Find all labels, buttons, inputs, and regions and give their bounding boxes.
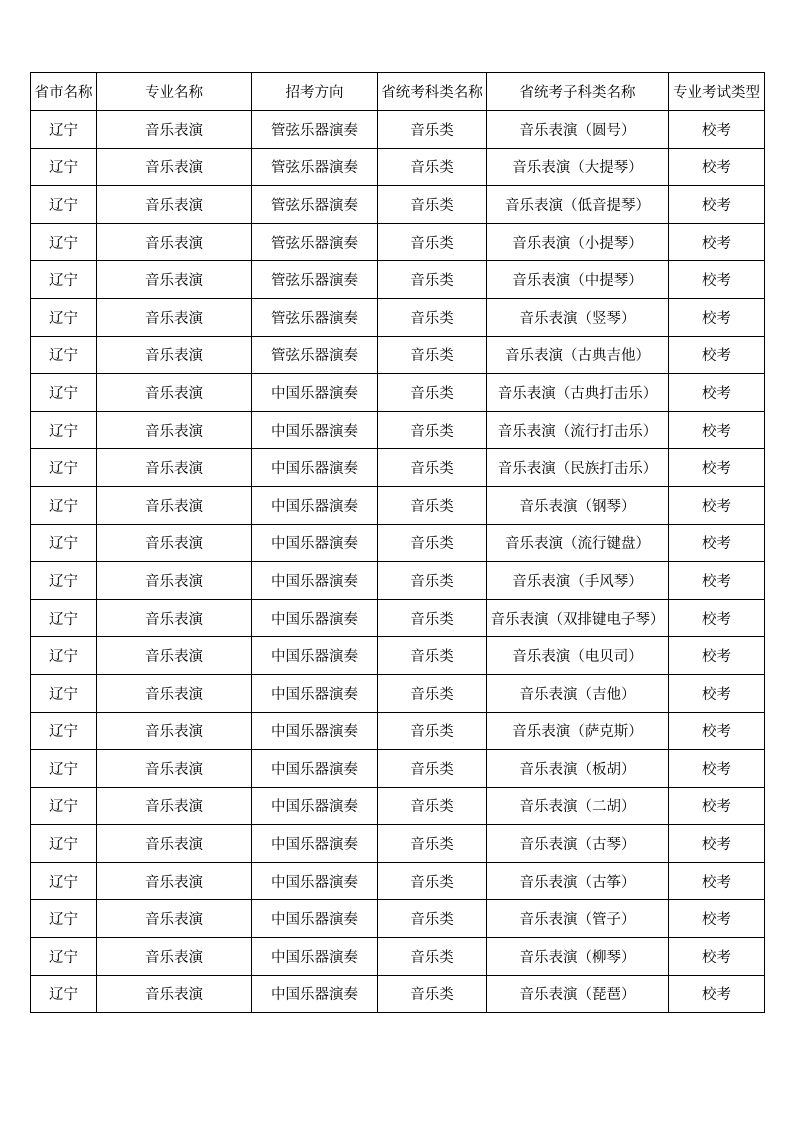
cell-direction: 中国乐器演奏 [252,900,378,938]
cell-exam-category: 音乐类 [378,862,487,900]
cell-province: 辽宁 [31,524,97,562]
cell-exam-category: 音乐类 [378,750,487,788]
cell-province: 辽宁 [31,637,97,675]
cell-major: 音乐表演 [97,374,252,412]
table-row [31,374,765,412]
cell-exam-category: 音乐类 [378,374,487,412]
cell-exam-category: 音乐类 [378,449,487,487]
cell-province: 辽宁 [31,374,97,412]
table-row [31,712,765,750]
cell-exam-category: 音乐类 [378,524,487,562]
cell-direction: 中国乐器演奏 [252,787,378,825]
header-direction: 招考方向 [252,73,378,111]
cell-exam-subcategory: 音乐表演（大提琴） [487,148,669,186]
cell-exam-type: 校考 [669,975,765,1013]
cell-exam-type: 校考 [669,825,765,863]
cell-exam-category: 音乐类 [378,938,487,976]
cell-province: 辽宁 [31,787,97,825]
cell-exam-subcategory: 音乐表演（二胡） [487,787,669,825]
cell-exam-type: 校考 [669,111,765,149]
cell-exam-subcategory: 音乐表演（小提琴） [487,223,669,261]
header-major: 专业名称 [97,73,252,111]
cell-exam-type: 校考 [669,261,765,299]
cell-major: 音乐表演 [97,938,252,976]
cell-exam-subcategory: 音乐表演（古琴） [487,825,669,863]
cell-exam-type: 校考 [669,148,765,186]
header-province: 省市名称 [31,73,97,111]
cell-exam-subcategory: 音乐表演（柳琴） [487,938,669,976]
cell-province: 辽宁 [31,411,97,449]
admissions-table [30,72,765,1013]
cell-exam-subcategory: 音乐表演（流行打击乐） [487,411,669,449]
table-row [31,562,765,600]
cell-major: 音乐表演 [97,900,252,938]
cell-direction: 中国乐器演奏 [252,712,378,750]
cell-major: 音乐表演 [97,411,252,449]
cell-direction: 管弦乐器演奏 [252,111,378,149]
table-row [31,750,765,788]
cell-exam-subcategory: 音乐表演（电贝司） [487,637,669,675]
table-row [31,336,765,374]
cell-major: 音乐表演 [97,298,252,336]
cell-direction: 管弦乐器演奏 [252,223,378,261]
cell-exam-category: 音乐类 [378,111,487,149]
cell-exam-type: 校考 [669,374,765,412]
cell-major: 音乐表演 [97,186,252,224]
cell-province: 辽宁 [31,825,97,863]
cell-exam-category: 音乐类 [378,900,487,938]
cell-province: 辽宁 [31,712,97,750]
cell-major: 音乐表演 [97,712,252,750]
cell-direction: 管弦乐器演奏 [252,298,378,336]
cell-exam-type: 校考 [669,599,765,637]
cell-exam-type: 校考 [669,186,765,224]
cell-exam-category: 音乐类 [378,411,487,449]
cell-exam-subcategory: 音乐表演（萨克斯） [487,712,669,750]
cell-exam-type: 校考 [669,562,765,600]
cell-major: 音乐表演 [97,674,252,712]
cell-province: 辽宁 [31,486,97,524]
cell-province: 辽宁 [31,900,97,938]
admissions-table-container [30,72,764,1013]
cell-exam-category: 音乐类 [378,637,487,675]
cell-major: 音乐表演 [97,637,252,675]
cell-major: 音乐表演 [97,449,252,487]
cell-province: 辽宁 [31,111,97,149]
cell-direction: 中国乐器演奏 [252,524,378,562]
cell-province: 辽宁 [31,449,97,487]
cell-exam-type: 校考 [669,223,765,261]
cell-province: 辽宁 [31,599,97,637]
table-row [31,298,765,336]
cell-exam-subcategory: 音乐表演（手风琴） [487,562,669,600]
cell-exam-category: 音乐类 [378,148,487,186]
cell-major: 音乐表演 [97,261,252,299]
cell-exam-category: 音乐类 [378,674,487,712]
cell-exam-subcategory: 音乐表演（圆号） [487,111,669,149]
table-row [31,637,765,675]
cell-exam-type: 校考 [669,900,765,938]
cell-direction: 管弦乐器演奏 [252,261,378,299]
header-row [31,73,765,111]
cell-exam-type: 校考 [669,862,765,900]
header-exam-subcategory: 省统考子科类名称 [487,73,669,111]
cell-province: 辽宁 [31,298,97,336]
cell-direction: 中国乐器演奏 [252,637,378,675]
cell-exam-type: 校考 [669,336,765,374]
cell-exam-type: 校考 [669,787,765,825]
table-row [31,862,765,900]
cell-exam-subcategory: 音乐表演（古典吉他） [487,336,669,374]
cell-direction: 管弦乐器演奏 [252,186,378,224]
cell-exam-subcategory: 音乐表演（民族打击乐） [487,449,669,487]
table-row [31,674,765,712]
cell-major: 音乐表演 [97,111,252,149]
cell-exam-subcategory: 音乐表演（流行键盘） [487,524,669,562]
table-row [31,411,765,449]
cell-direction: 中国乐器演奏 [252,975,378,1013]
cell-province: 辽宁 [31,223,97,261]
cell-exam-subcategory: 音乐表演（琵琶） [487,975,669,1013]
cell-direction: 中国乐器演奏 [252,411,378,449]
cell-exam-type: 校考 [669,524,765,562]
cell-exam-type: 校考 [669,674,765,712]
cell-major: 音乐表演 [97,975,252,1013]
cell-exam-category: 音乐类 [378,599,487,637]
cell-province: 辽宁 [31,336,97,374]
cell-direction: 中国乐器演奏 [252,562,378,600]
cell-major: 音乐表演 [97,825,252,863]
cell-exam-type: 校考 [669,298,765,336]
cell-major: 音乐表演 [97,862,252,900]
cell-exam-type: 校考 [669,637,765,675]
table-row [31,599,765,637]
cell-exam-subcategory: 音乐表演（钢琴） [487,486,669,524]
cell-province: 辽宁 [31,975,97,1013]
table-row [31,261,765,299]
cell-major: 音乐表演 [97,562,252,600]
cell-exam-category: 音乐类 [378,261,487,299]
cell-exam-type: 校考 [669,938,765,976]
cell-exam-type: 校考 [669,449,765,487]
cell-exam-category: 音乐类 [378,336,487,374]
cell-exam-type: 校考 [669,750,765,788]
cell-exam-category: 音乐类 [378,486,487,524]
table-row [31,825,765,863]
cell-exam-subcategory: 音乐表演（管子） [487,900,669,938]
table-row [31,900,765,938]
header-exam-type: 专业考试类型 [669,73,765,111]
table-header [31,73,765,111]
cell-direction: 中国乐器演奏 [252,862,378,900]
cell-province: 辽宁 [31,148,97,186]
cell-direction: 中国乐器演奏 [252,486,378,524]
cell-exam-category: 音乐类 [378,562,487,600]
cell-exam-type: 校考 [669,411,765,449]
table-row [31,111,765,149]
cell-province: 辽宁 [31,674,97,712]
cell-exam-category: 音乐类 [378,712,487,750]
cell-exam-subcategory: 音乐表演（板胡） [487,750,669,788]
cell-exam-category: 音乐类 [378,223,487,261]
cell-exam-category: 音乐类 [378,825,487,863]
cell-direction: 中国乐器演奏 [252,449,378,487]
table-body [31,111,765,1013]
table-row [31,938,765,976]
cell-exam-category: 音乐类 [378,975,487,1013]
cell-major: 音乐表演 [97,787,252,825]
cell-major: 音乐表演 [97,599,252,637]
cell-province: 辽宁 [31,750,97,788]
cell-exam-subcategory: 音乐表演（竖琴） [487,298,669,336]
cell-direction: 管弦乐器演奏 [252,336,378,374]
cell-exam-type: 校考 [669,486,765,524]
table-row [31,186,765,224]
cell-province: 辽宁 [31,862,97,900]
table-row [31,524,765,562]
cell-direction: 中国乐器演奏 [252,750,378,788]
cell-direction: 中国乐器演奏 [252,599,378,637]
cell-direction: 中国乐器演奏 [252,825,378,863]
cell-major: 音乐表演 [97,336,252,374]
table-row [31,449,765,487]
cell-exam-category: 音乐类 [378,787,487,825]
table-row [31,223,765,261]
table-row [31,787,765,825]
table-row [31,486,765,524]
cell-major: 音乐表演 [97,223,252,261]
cell-exam-subcategory: 音乐表演（低音提琴） [487,186,669,224]
header-exam-category: 省统考科类名称 [378,73,487,111]
cell-direction: 中国乐器演奏 [252,674,378,712]
cell-exam-subcategory: 音乐表演（双排键电子琴） [487,599,669,637]
cell-exam-subcategory: 音乐表演（古筝） [487,862,669,900]
cell-major: 音乐表演 [97,524,252,562]
cell-major: 音乐表演 [97,750,252,788]
cell-province: 辽宁 [31,562,97,600]
cell-major: 音乐表演 [97,486,252,524]
cell-province: 辽宁 [31,938,97,976]
cell-exam-type: 校考 [669,712,765,750]
cell-direction: 中国乐器演奏 [252,374,378,412]
cell-direction: 中国乐器演奏 [252,938,378,976]
cell-province: 辽宁 [31,186,97,224]
table-row [31,975,765,1013]
cell-major: 音乐表演 [97,148,252,186]
cell-exam-subcategory: 音乐表演（古典打击乐） [487,374,669,412]
cell-exam-category: 音乐类 [378,298,487,336]
cell-exam-category: 音乐类 [378,186,487,224]
cell-exam-subcategory: 音乐表演（吉他） [487,674,669,712]
cell-province: 辽宁 [31,261,97,299]
cell-exam-subcategory: 音乐表演（中提琴） [487,261,669,299]
cell-direction: 管弦乐器演奏 [252,148,378,186]
table-row [31,148,765,186]
